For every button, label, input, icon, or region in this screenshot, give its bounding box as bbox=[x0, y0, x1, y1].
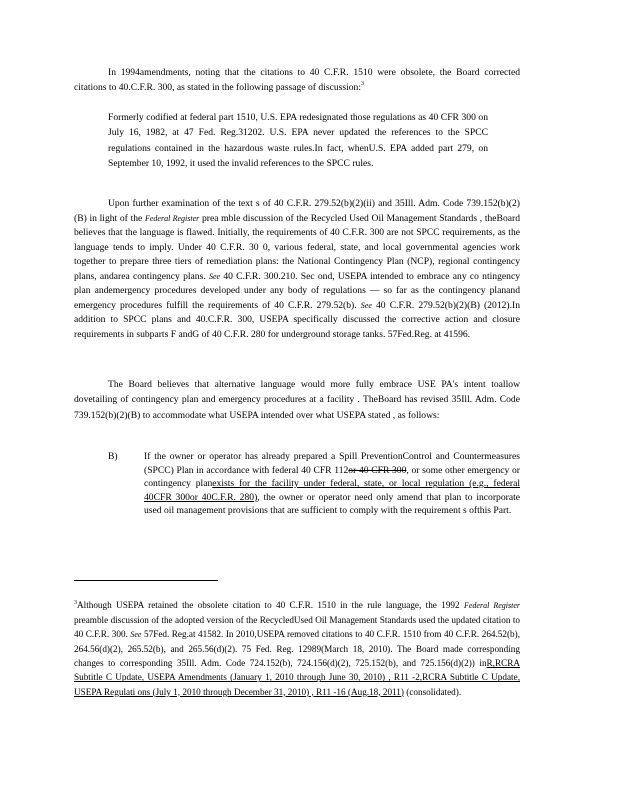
paragraph-alternative-language: The Board believes that alternative language would more fully embrace USE PA's intent toallow dovetailing of contingency plan and emergency procedures at a facility . TheBoard has revised 35Ill. Adm. Code 739.152(b)(2)(B) to accommodate what USEPA intended over what USEPA stated , as follows: bbox=[74, 379, 520, 421]
subsection-label: B) bbox=[108, 451, 118, 462]
inserted-text: exists for the facility under federal, state, or local regulation (e.g., federal 40CFR 300or 40C.F.R. 280) bbox=[144, 478, 520, 503]
subsection-text: If the owner or operator has already prepared a Spill PreventionControl and Countermeasures (SPCC) Plan in accordance with federal 40 CFR 112or 40 CFR 300, or some other emergency or contingency planexists for the facility under federal, state, or local regulation (e.g., federal 40CFR 300or 40C.F.R. 280), the owner or operator need only amend that plan to incorporate used oil management provisions that are sufficient to comply with the requirement s ofthis Part. bbox=[144, 451, 521, 517]
footnote-3: $^3$Although USEPA retained the obsolete citation to 40 C.F.R. 1510 in the rule language, the 1992 Federal Register preamble discussion of the adopted version of the RecycledUsed Oil Management Standards used the updated citation to 40 C.F.R. 300. See 57Fed. Reg.at 41582. In 2010,USEPA removed citations to 40 C.F.R. 1510 from 40 C.F.R. 264.52(b), 264.56(d)(2), 265.52(b), and 265.56(d)(2). 75 Fed. Reg. 12989(March 18, 2010). The Board made corresponding changes to corresponding 35Ill. Adm. Code 724.152(b), 724.156(d)(2), 725.152(b), and 725.156(d)(2)) inR,RCRA Subtitle C Update, USEPA Amendments (January 1, 2010 through June 30, 2010) , R11 -2,RCRA Subtitle C Update, USEPA Regulati ons (July 1, 2010 through December 31, 2010) , R11 -16 (Aug.18, 2011) (consolidated). bbox=[74, 600, 521, 697]
footnote-reference[interactable]: 3 bbox=[361, 80, 365, 87]
federal-register-citation: Federal Register bbox=[463, 601, 521, 610]
see-signal: See bbox=[130, 630, 142, 640]
block-quote: Formerly codified at federal part 1510, U.S. EPA redesignated those regulations as 40 CFR 300 on July 16, 1982, at 47 Fed. Reg.31202. U.S. EPA never updated the references to the SPCC regulations contained in the hazardous waste rules.In fact, whenU.S. EPA added part 279, on September 10, 1992, it used the invalid references to the SPCC rules. bbox=[108, 112, 488, 170]
paragraph-text: In 1994amendments, noting that the citations to 40 C.F.R. 1510 were obsolete, the Board corrected citations to 40.C.F.R. 300, as stated in the following passage of discussion: bbox=[74, 67, 520, 93]
see-signal: See bbox=[208, 271, 221, 281]
paragraph-1994-amendments bbox=[74, 66, 520, 95]
footnote-separator bbox=[74, 580, 218, 581]
paragraph-further-examination: Upon further examination of the text s of 40 C.F.R. 279.52(b)(2)(ii) and 35Ill. Adm. Code 739.152(b)(2)(B) in light of the Federal Register prea mble discussion of the Recycled Used Oil Management Standards , theBoard believes that the language is flawed. Initially, the requirements of 40 C.F.R. 300 are not SPCC requirements, as the language tends to imply. Under 40 C.F.R. 30 0, various federal, state, and local governmental agencies work together to prepare three tiers of remediation plans: the National Contingency Plan (NCP), regional contingency plans, andarea contingency plans. See 40 C.F.R. 300.210. Sec ond, USEPA intended to embrace any co ntingency plan andemergency procedures developed under any body of regulations — so far as the contingency planand emergency procedures fulfill the requirements of 40 C.F.R. 279.52(b). See 40 C.F.R. 279.52(b)(2)(B) (2012).In addition to SPCC plans and 40.C.F.R. 300, USEPA specifically discussed the corrective action and closure requirements in subparts F andG of 40 C.F.R. 280 for underground storage tanks. 57Fed.Reg. at 41596. bbox=[74, 198, 520, 340]
see-signal: See bbox=[360, 300, 372, 310]
federal-register-citation: Federal Register bbox=[144, 213, 200, 223]
footnote-marker: 3 bbox=[74, 600, 77, 606]
struck-text: or 40 CFR 300 bbox=[348, 464, 407, 476]
underlined-docket-citations: R,RCRA Subtitle C Update, USEPA Amendments (January 1, 2010 through June 30, 2010) , R11 -2,RCRA Subtitle C Update, USEPA Regulati ons (July 1, 2010 through December 31, 2010) , R11 -16 (Aug.18, 2011) bbox=[74, 658, 520, 697]
